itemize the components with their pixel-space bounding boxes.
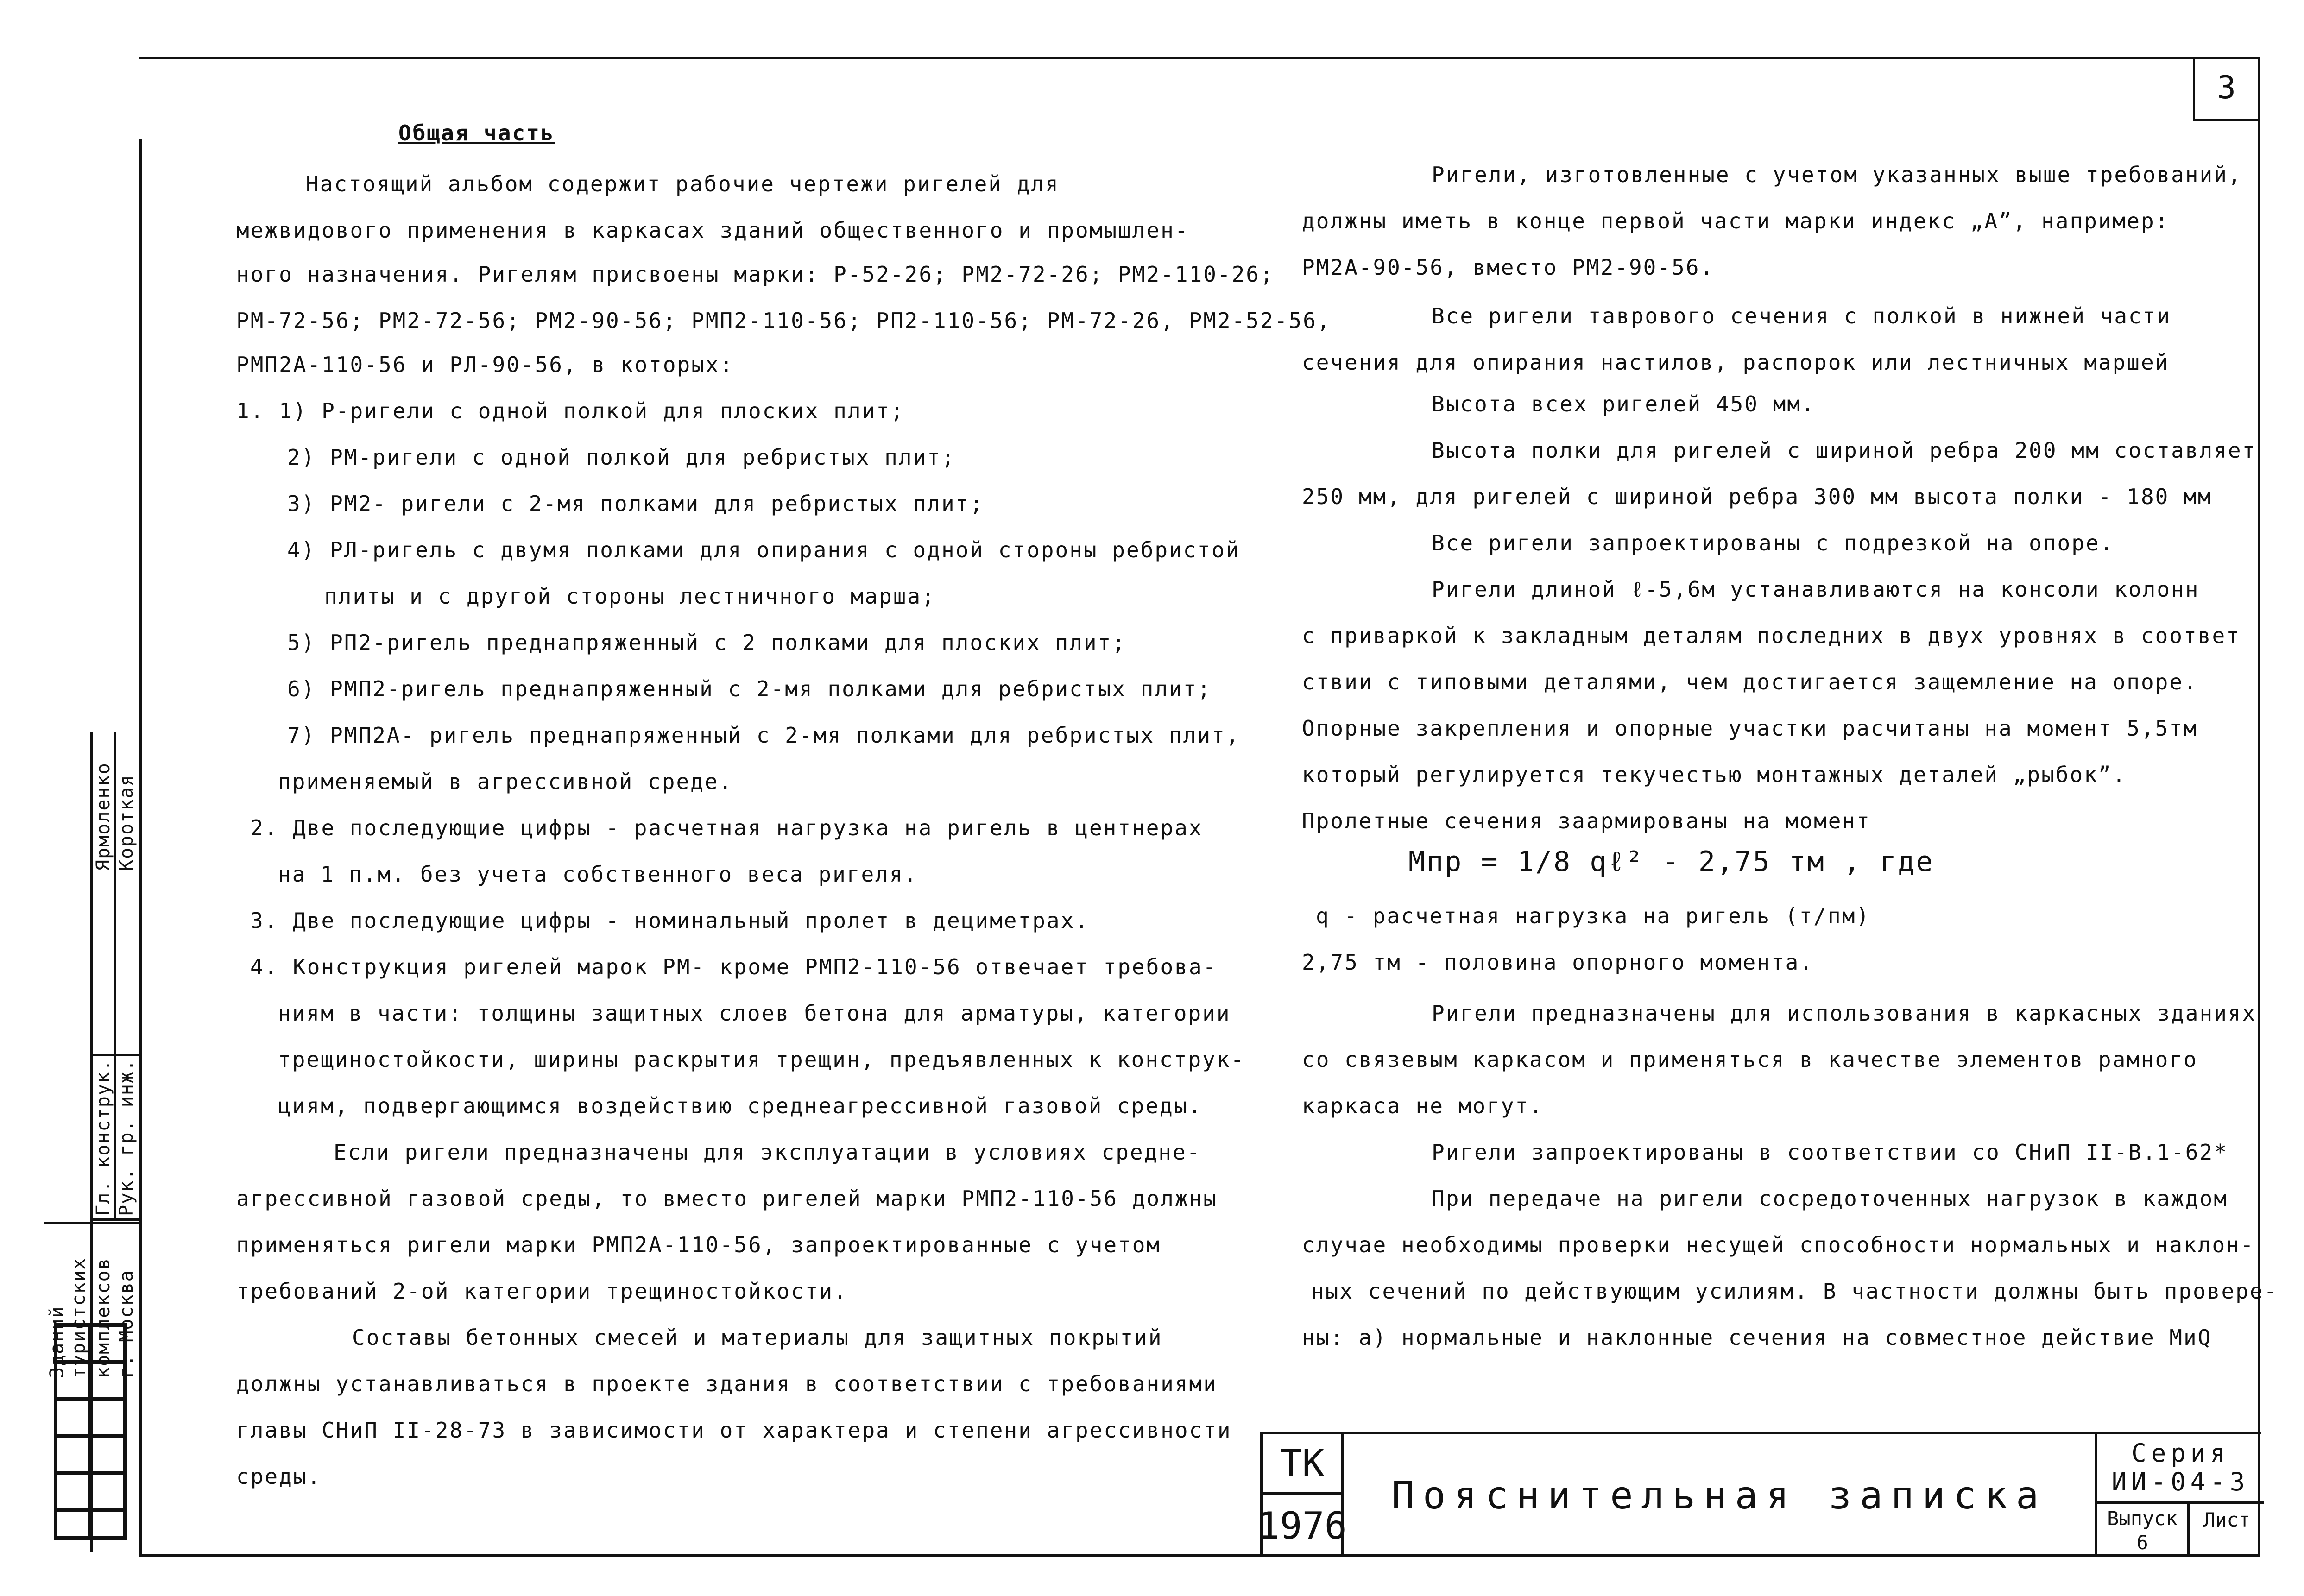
paragraph-line: главы СНиП II-28-73 в зависимости от характера и степени агрессивности <box>236 1418 1232 1443</box>
list-item: 2. Две последующие цифры - расчетная нагрузка на ригель в центнерах <box>250 815 1203 840</box>
signer-name: Короткая <box>116 774 137 871</box>
paragraph-line: случае необходимы проверки несущей способности нормальных и наклон- <box>1302 1232 2255 1257</box>
list-item: 2) РМ-ригели с одной полкой для ребристых плит; <box>287 445 956 470</box>
role-label: Рук. гр. инж. <box>116 1059 137 1216</box>
moment-formula: Мпр = 1/8 qℓ² - 2,75 тм , где <box>1408 845 1934 878</box>
frame-top-line <box>139 57 2258 59</box>
paragraph-line: должны иметь в конце первой части марки индекс „А”, например: <box>1302 208 2170 233</box>
org-line: туристских <box>68 1257 89 1378</box>
paragraph-line: Все ригели таврового сечения с полкой в нижней части <box>1432 303 2171 328</box>
paragraph-line: Ригели запроектированы в соответствии со СНиП II-В.1-62* <box>1432 1140 2228 1165</box>
page-number: 3 <box>2193 57 2258 121</box>
list-item: 3. Две последующие цифры - номинальный пролет в дециметрах. <box>250 908 1089 933</box>
section-heading: Общая часть <box>398 120 555 145</box>
signer-name: Ярмоленко <box>93 762 114 871</box>
paragraph-line: ствии с типовыми деталями, чем достигается защемление на опоре. <box>1302 669 2198 694</box>
issue-cell <box>2095 1504 2187 1557</box>
paragraph-line: РМП2А-110-56 и РЛ-90-56, в которых: <box>236 352 734 377</box>
series-label: Серия <box>2131 1438 2230 1468</box>
list-item: 4. Конструкция ригелей марок РМ- кроме РМП2-110-56 отвечает требова- <box>250 954 1218 979</box>
stamp-rule <box>90 1054 139 1056</box>
list-item: 4) РЛ-ригель с двумя полками для опирания с одной стороны ребристой <box>287 537 1240 562</box>
paragraph-line: Все ригели запроектированы с подрезкой на опоре. <box>1432 530 2115 555</box>
paragraph-line: ных сечений по действующим усилиям. В частности должны быть провере- <box>1311 1279 2279 1304</box>
paragraph-line: Настоящий альбом содержит рабочие чертежи ригелей для <box>306 171 1060 196</box>
paragraph-line: РМ-72-56; РМ2-72-56; РМ2-90-56; РМП2-110-56; РП2-110-56; РМ-72-26, РМ2-52-56, <box>236 308 1332 333</box>
paragraph-line: 2,75 тм - половина опорного момента. <box>1302 950 1814 975</box>
series-cell <box>2095 1434 2264 1504</box>
paragraph-line: 250 мм, для ригелей с шириной ребра 300 мм высота полки - 180 мм <box>1302 484 2212 509</box>
document-title: Пояснительная записка <box>1391 1474 2047 1518</box>
paragraph-line: РМ2А-90-56, вместо РМ2-90-56. <box>1302 255 1715 280</box>
list-item: 3) РМ2- ригели с 2-мя полками для ребристых плит; <box>287 491 985 516</box>
paragraph-line: со связевым каркасом и применяться в качестве элементов рамного <box>1302 1047 2198 1072</box>
sheet-label: Лист <box>2187 1504 2264 1557</box>
paragraph-line: агрессивной газовой среды, то вместо ригелей марки РМП2-110-56 должны <box>236 1186 1218 1211</box>
right-column <box>1297 162 2279 1422</box>
frame-right-line <box>2258 57 2260 1555</box>
issue-label: Выпуск <box>2107 1507 2178 1530</box>
list-item: трещиностойкости, ширины раскрытия трещин, предъявленных к конструк- <box>278 1047 1245 1072</box>
org-line: комплексов <box>93 1257 114 1378</box>
paragraph-line: применяться ригели марки РМП2А-110-56, запроектированные с учетом <box>236 1232 1161 1257</box>
paragraph-line: Высота полки для ригелей с шириной ребра 200 мм составляет <box>1432 438 2257 463</box>
list-item: ниям в части: толщины защитных слоев бетона для арматуры, категории <box>278 1001 1231 1026</box>
paragraph-line: Ригели длиной ℓ-5,6м устанавливаются на консоли колонн <box>1432 577 2200 602</box>
paragraph-line: ного назначения. Ригелям присвоены марки: Р-52-26; РМ2-72-26; РМ2-110-26; <box>236 262 1275 287</box>
paragraph-line: который регулируется текучестью монтажных деталей „рыбок”. <box>1302 762 2127 787</box>
paragraph-line: сечения для опирания настилов, распорок или лестничных маршей <box>1302 350 2170 375</box>
list-item: 1. 1) Р-ригели с одной полкой для плоских плит; <box>236 398 905 423</box>
list-item: на 1 п.м. без учета собственного веса ригеля. <box>278 862 918 887</box>
list-item: 5) РП2-ригель преднапряженный с 2 полками для плоских плит; <box>287 630 1126 655</box>
series-value: ИИ-04-3 <box>2111 1467 2250 1496</box>
paragraph-line: Высота всех ригелей 450 мм. <box>1432 391 1816 416</box>
cniiep-logo <box>46 1316 134 1547</box>
paragraph-line: Опорные закрепления и опорные участки расчитаны на момент 5,5тм <box>1302 716 2198 741</box>
paragraph-line: каркаса не могут. <box>1302 1093 1544 1118</box>
title-block <box>1257 1432 2261 1554</box>
list-item: 7) РМП2А- ригель преднапряженный с 2-мя полками для ребристых плит, <box>287 723 1240 748</box>
list-item: 6) РМП2-ригель преднапряженный с 2-мя полками для ребристых плит; <box>287 676 1212 701</box>
tk-code: ТК <box>1263 1434 1344 1495</box>
list-item: циям, подвергающимся воздействию среднеагрессивной газовой среды. <box>278 1093 1203 1118</box>
paragraph-line: Ригели, изготовленные с учетом указанных выше требований, <box>1432 162 2242 187</box>
year: 1976 <box>1263 1495 1344 1557</box>
paragraph-line: q - расчетная нагрузка на ригель (т/пм) <box>1316 903 1871 928</box>
role-label: Гл. конструк. <box>93 1059 114 1216</box>
paragraph-line: При передаче на ригели сосредоточенных нагрузок в каждом <box>1432 1186 2228 1211</box>
org-line: Зданий <box>46 1306 68 1378</box>
stamp-rule <box>44 1222 139 1224</box>
paragraph-line: ны: а) нормальные и наклонные сечения на совместное действие МиQ <box>1302 1325 2212 1350</box>
paragraph-line: Составы бетонных смесей и материалы для защитных покрытий <box>352 1325 1163 1350</box>
paragraph-line: Ригели предназначены для использования в каркасных зданиях <box>1432 1001 2257 1026</box>
issue-value: 6 <box>2136 1531 2148 1554</box>
paragraph-line: требований 2-ой категории трещиностойкости. <box>236 1279 848 1304</box>
paragraph-line: Если ригели предназначены для эксплуатации в условиях средне- <box>334 1140 1201 1165</box>
paragraph-line: с приваркой к закладным деталям последних в двух уровнях в соответ <box>1302 623 2241 648</box>
frame-left-line <box>139 139 142 1555</box>
paragraph-line: Пролетные сечения заармированы на момент <box>1302 808 1871 833</box>
list-item: плиты и с другой стороны лестничного марша; <box>324 584 936 609</box>
list-item: применяемый в агрессивной среде. <box>278 769 733 794</box>
stamp-rule <box>90 1218 139 1221</box>
org-line: г. Москва <box>116 1269 137 1378</box>
paragraph-line: среды. <box>236 1464 322 1489</box>
paragraph-line: межвидового применения в каркасах зданий общественного и промышлен- <box>236 218 1189 243</box>
paragraph-line: должны устанавливаться в проекте здания в соответствии с требованиями <box>236 1371 1218 1396</box>
